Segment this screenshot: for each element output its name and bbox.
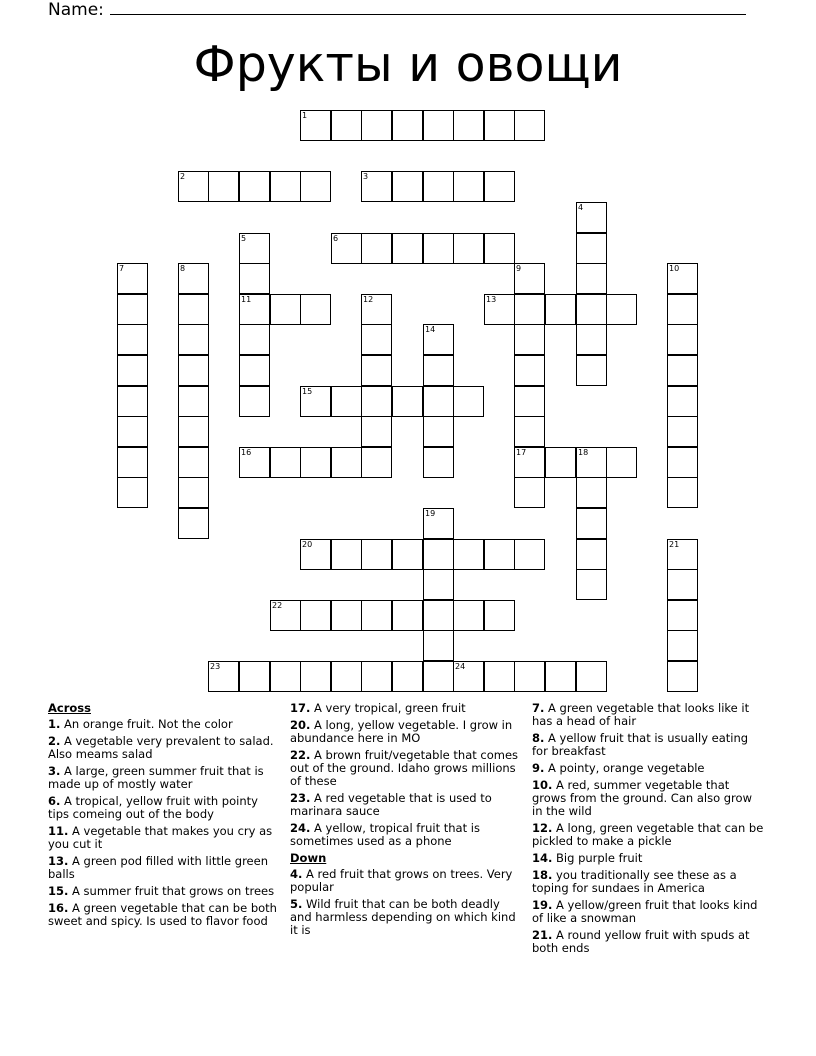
grid-cell[interactable] <box>514 661 545 692</box>
grid-cell[interactable] <box>514 355 545 386</box>
clue-item <box>290 822 522 848</box>
grid-cell[interactable] <box>178 477 209 508</box>
clue-number: 4 <box>578 203 584 212</box>
page-title: Фрукты и овощи <box>193 36 623 93</box>
grid-cell[interactable] <box>667 416 698 447</box>
grid-cell[interactable] <box>606 447 637 478</box>
grid-cell[interactable] <box>667 386 698 417</box>
grid-cell[interactable] <box>331 539 362 570</box>
clue-text: A vegetable very prevalent to salad. Also meams salad <box>48 734 274 761</box>
clue-item <box>48 902 280 928</box>
clue-number: 17 <box>516 448 527 457</box>
clue-item <box>532 822 764 848</box>
grid-cell[interactable] <box>392 661 423 692</box>
clue-text: A very tropical, green fruit <box>310 701 466 715</box>
grid-cell[interactable] <box>484 171 515 202</box>
grid-cell[interactable] <box>270 661 301 692</box>
clue-text: A tropical, yellow fruit with pointy tips comeing out of the body <box>48 794 258 821</box>
clue-number: 9. <box>532 761 545 775</box>
grid-cell[interactable] <box>667 263 698 294</box>
grid-cell[interactable] <box>423 171 454 202</box>
grid-cell[interactable] <box>423 447 454 478</box>
grid-cell[interactable] <box>423 233 454 264</box>
clue-number: 18. <box>532 868 553 882</box>
grid-cell[interactable] <box>606 294 637 325</box>
clue-text: A green vegetable that can be both sweet and spicy. Is used to flavor food <box>48 901 277 928</box>
grid-cell[interactable] <box>300 539 331 570</box>
clue-number: 14. <box>532 851 553 865</box>
grid-cell[interactable] <box>361 539 392 570</box>
grid-cell[interactable] <box>117 355 148 386</box>
clue-number: 22 <box>272 601 283 610</box>
grid-cell[interactable] <box>178 355 209 386</box>
grid-cell[interactable] <box>178 416 209 447</box>
clue-number: 15 <box>302 387 313 396</box>
grid-cell[interactable] <box>178 447 209 478</box>
grid-cell[interactable] <box>423 324 454 355</box>
clue-number: 7 <box>119 264 125 273</box>
grid-cell[interactable] <box>300 661 331 692</box>
grid-cell[interactable] <box>667 630 698 661</box>
clue-number: 24 <box>455 662 466 671</box>
grid-cell[interactable] <box>239 447 270 478</box>
clue-item <box>48 795 280 821</box>
grid-cell[interactable] <box>178 294 209 325</box>
clue-number: 13. <box>48 854 69 868</box>
grid-cell[interactable] <box>270 447 301 478</box>
grid-cell[interactable] <box>484 233 515 264</box>
clue-item <box>290 792 522 818</box>
clue-number: 16. <box>48 901 69 915</box>
clue-item <box>532 869 764 895</box>
grid-cell[interactable] <box>576 202 607 233</box>
clue-number: 3. <box>48 764 61 778</box>
grid-cell[interactable] <box>361 324 392 355</box>
grid-cell[interactable] <box>576 233 607 264</box>
grid-cell[interactable] <box>576 263 607 294</box>
clue-number: 9 <box>516 264 522 273</box>
clue-number: 8. <box>532 731 545 745</box>
grid-cell[interactable] <box>117 447 148 478</box>
grid-cell[interactable] <box>361 233 392 264</box>
grid-cell[interactable] <box>484 539 515 570</box>
grid-cell[interactable] <box>576 324 607 355</box>
grid-cell[interactable] <box>239 263 270 294</box>
grid-cell[interactable] <box>453 233 484 264</box>
clue-item <box>48 855 280 881</box>
clue-text: A summer fruit that grows on trees <box>68 884 275 898</box>
clue-number: 11 <box>241 295 252 304</box>
clue-text: A yellow/green fruit that looks kind of like a snowman <box>532 898 758 925</box>
grid-cell[interactable] <box>514 110 545 141</box>
grid-cell[interactable] <box>514 539 545 570</box>
grid-cell[interactable] <box>300 386 331 417</box>
grid-cell[interactable] <box>514 263 545 294</box>
across-clue-list <box>48 718 280 928</box>
clue-item <box>532 732 764 758</box>
grid-cell[interactable] <box>514 386 545 417</box>
clue-number: 5. <box>290 897 303 911</box>
grid-cell[interactable] <box>667 600 698 631</box>
clue-number: 23 <box>210 662 221 671</box>
grid-cell[interactable] <box>361 294 392 325</box>
clue-text: you traditionally see these as a toping for sundaes in America <box>532 868 737 895</box>
across-clue-list-continued <box>290 702 522 848</box>
clue-item <box>532 899 764 925</box>
grid-cell[interactable] <box>331 447 362 478</box>
grid-cell[interactable] <box>239 661 270 692</box>
down-clue-list-continued <box>532 702 764 955</box>
grid-cell[interactable] <box>667 447 698 478</box>
clue-item <box>48 765 280 791</box>
clue-item <box>48 718 280 731</box>
clue-item <box>48 735 280 761</box>
grid-cell[interactable] <box>423 661 454 692</box>
grid-cell[interactable] <box>331 600 362 631</box>
clue-number: 22. <box>290 748 311 762</box>
clue-text: A red fruit that grows on trees. Very popular <box>290 867 513 894</box>
grid-cell[interactable] <box>392 386 423 417</box>
grid-cell[interactable] <box>667 539 698 570</box>
grid-cell[interactable] <box>453 661 484 692</box>
grid-cell[interactable] <box>300 294 331 325</box>
clue-number: 1 <box>302 111 308 120</box>
clue-text: A red vegetable that is used to marinara sauce <box>290 791 492 818</box>
grid-cell[interactable] <box>392 110 423 141</box>
clue-item <box>532 929 764 955</box>
grid-cell[interactable] <box>484 110 515 141</box>
grid-cell[interactable] <box>453 110 484 141</box>
grid-cell[interactable] <box>117 416 148 447</box>
grid-cell[interactable] <box>667 324 698 355</box>
clue-number: 11. <box>48 824 69 838</box>
grid-cell[interactable] <box>576 539 607 570</box>
grid-cell[interactable] <box>392 539 423 570</box>
grid-cell[interactable] <box>361 600 392 631</box>
grid-cell[interactable] <box>545 294 576 325</box>
grid-cell[interactable] <box>392 600 423 631</box>
grid-cell[interactable] <box>545 661 576 692</box>
clue-number: 4. <box>290 867 303 881</box>
grid-cell[interactable] <box>361 447 392 478</box>
clues-column-3 <box>532 700 764 959</box>
grid-cell[interactable] <box>423 355 454 386</box>
grid-cell[interactable] <box>239 386 270 417</box>
grid-cell[interactable] <box>514 294 545 325</box>
clue-number: 23. <box>290 791 311 805</box>
clue-number: 18 <box>578 448 589 457</box>
clues-column-1 <box>48 700 280 932</box>
grid-cell[interactable] <box>484 294 515 325</box>
clue-item <box>290 898 522 937</box>
clue-text: Big purple fruit <box>552 851 643 865</box>
clue-number: 2 <box>180 172 186 181</box>
grid-cell[interactable] <box>300 110 331 141</box>
grid-cell[interactable] <box>667 294 698 325</box>
grid-cell[interactable] <box>453 539 484 570</box>
clue-text: A green vegetable that looks like it has a head of hair <box>532 701 750 728</box>
grid-cell[interactable] <box>117 263 148 294</box>
clue-item <box>290 702 522 715</box>
grid-cell[interactable] <box>178 171 209 202</box>
clue-number: 7. <box>532 701 545 715</box>
clue-number: 15. <box>48 884 69 898</box>
grid-cell[interactable] <box>453 171 484 202</box>
clue-text: Wild fruit that can be both deadly and harmless depending on which kind it is <box>290 897 516 937</box>
grid-cell[interactable] <box>178 263 209 294</box>
grid-cell[interactable] <box>361 416 392 447</box>
clue-item <box>290 868 522 894</box>
clue-item <box>532 852 764 865</box>
grid-cell[interactable] <box>453 600 484 631</box>
clues-column-2 <box>290 700 522 941</box>
grid-cell[interactable] <box>270 171 301 202</box>
clue-text: A long, yellow vegetable. I grow in abundance here in MO <box>290 718 513 745</box>
clue-number: 13 <box>486 295 497 304</box>
grid-cell[interactable] <box>270 600 301 631</box>
grid-cell[interactable] <box>576 569 607 600</box>
grid-cell[interactable] <box>423 569 454 600</box>
clue-text: A yellow fruit that is usually eating for breakfast <box>532 731 749 758</box>
grid-cell[interactable] <box>392 233 423 264</box>
grid-cell[interactable] <box>300 171 331 202</box>
clue-number: 21 <box>669 540 680 549</box>
grid-cell[interactable] <box>514 324 545 355</box>
clue-number: 19. <box>532 898 553 912</box>
clue-item <box>48 825 280 851</box>
clue-number: 12. <box>532 821 553 835</box>
clue-text: A long, green vegetable that can be pickled to make a pickle <box>532 821 764 848</box>
grid-cell[interactable] <box>117 386 148 417</box>
grid-cell[interactable] <box>270 294 301 325</box>
grid-cell[interactable] <box>208 661 239 692</box>
grid-cell[interactable] <box>117 324 148 355</box>
grid-cell[interactable] <box>514 477 545 508</box>
grid-cell[interactable] <box>239 355 270 386</box>
grid-cell[interactable] <box>576 355 607 386</box>
grid-cell[interactable] <box>576 477 607 508</box>
clue-text: An orange fruit. Not the color <box>60 717 233 731</box>
grid-cell[interactable] <box>239 324 270 355</box>
grid-cell[interactable] <box>331 661 362 692</box>
grid-cell[interactable] <box>361 171 392 202</box>
grid-cell[interactable] <box>423 110 454 141</box>
grid-cell[interactable] <box>423 508 454 539</box>
grid-cell[interactable] <box>208 171 239 202</box>
grid-cell[interactable] <box>667 477 698 508</box>
clue-number: 21. <box>532 928 553 942</box>
clue-text: A vegetable that makes you cry as you cut it <box>48 824 273 851</box>
grid-cell[interactable] <box>514 416 545 447</box>
clue-item <box>290 719 522 745</box>
clue-number: 1. <box>48 717 61 731</box>
clue-number: 12 <box>363 295 374 304</box>
grid-cell[interactable] <box>331 110 362 141</box>
clue-number: 19 <box>425 509 436 518</box>
grid-cell[interactable] <box>667 661 698 692</box>
grid-cell[interactable] <box>331 233 362 264</box>
clue-number: 6 <box>333 234 339 243</box>
grid-cell[interactable] <box>576 447 607 478</box>
clue-number: 20 <box>302 540 313 549</box>
grid-cell[interactable] <box>178 324 209 355</box>
clue-number: 17. <box>290 701 311 715</box>
clue-item <box>532 779 764 818</box>
clue-number: 24. <box>290 821 311 835</box>
clue-text: A green pod filled with little green balls <box>48 854 268 881</box>
clue-number: 10. <box>532 778 553 792</box>
grid-cell[interactable] <box>576 508 607 539</box>
grid-cell[interactable] <box>178 386 209 417</box>
clue-number: 14 <box>425 325 436 334</box>
clue-number: 6. <box>48 794 61 808</box>
down-heading: Down <box>290 851 327 865</box>
grid-cell[interactable] <box>178 508 209 539</box>
clue-item <box>290 749 522 788</box>
clue-item <box>532 762 764 775</box>
grid-cell[interactable] <box>300 447 331 478</box>
clue-item <box>532 702 764 728</box>
grid-cell[interactable] <box>331 386 362 417</box>
across-heading: Across <box>48 701 91 715</box>
grid-cell[interactable] <box>423 386 454 417</box>
grid-cell[interactable] <box>117 477 148 508</box>
clue-text: A round yellow fruit with spuds at both ends <box>532 928 750 955</box>
clue-text: A brown fruit/vegetable that comes out of the ground. Idaho grows millions of these <box>290 748 519 788</box>
down-clue-list <box>290 868 522 937</box>
clue-text: A pointy, orange vegetable <box>544 761 705 775</box>
grid-cell[interactable] <box>484 600 515 631</box>
grid-cell[interactable] <box>576 294 607 325</box>
name-label: Name: <box>48 0 104 20</box>
grid-cell[interactable] <box>423 416 454 447</box>
grid-cell[interactable] <box>239 294 270 325</box>
grid-cell[interactable] <box>361 355 392 386</box>
grid-cell[interactable] <box>423 630 454 661</box>
clue-text: A large, green summer fruit that is made up of mostly water <box>48 764 264 791</box>
grid-cell[interactable] <box>545 447 576 478</box>
clue-item <box>48 885 280 898</box>
grid-cell[interactable] <box>392 171 423 202</box>
clue-text: A red, summer vegetable that grows from the ground. Can also grow in the wild <box>532 778 752 818</box>
clue-number: 16 <box>241 448 252 457</box>
clue-number: 8 <box>180 264 186 273</box>
grid-cell[interactable] <box>361 386 392 417</box>
grid-cell[interactable] <box>484 661 515 692</box>
clue-number: 2. <box>48 734 61 748</box>
clue-text: A yellow, tropical fruit that is sometimes used as a phone <box>290 821 480 848</box>
grid-cell[interactable] <box>667 569 698 600</box>
clue-number: 10 <box>669 264 680 273</box>
grid-cell[interactable] <box>361 661 392 692</box>
grid-cell[interactable] <box>453 386 484 417</box>
grid-cell[interactable] <box>361 110 392 141</box>
grid-cell[interactable] <box>576 661 607 692</box>
grid-cell[interactable] <box>667 355 698 386</box>
clue-number: 20. <box>290 718 311 732</box>
clue-number: 5 <box>241 234 247 243</box>
grid-cell[interactable] <box>239 171 270 202</box>
grid-cell[interactable] <box>300 600 331 631</box>
grid-cell[interactable] <box>239 233 270 264</box>
clue-number: 3 <box>363 172 369 181</box>
grid-cell[interactable] <box>117 294 148 325</box>
grid-cell[interactable] <box>423 600 454 631</box>
grid-cell[interactable] <box>514 447 545 478</box>
grid-cell[interactable] <box>423 539 454 570</box>
